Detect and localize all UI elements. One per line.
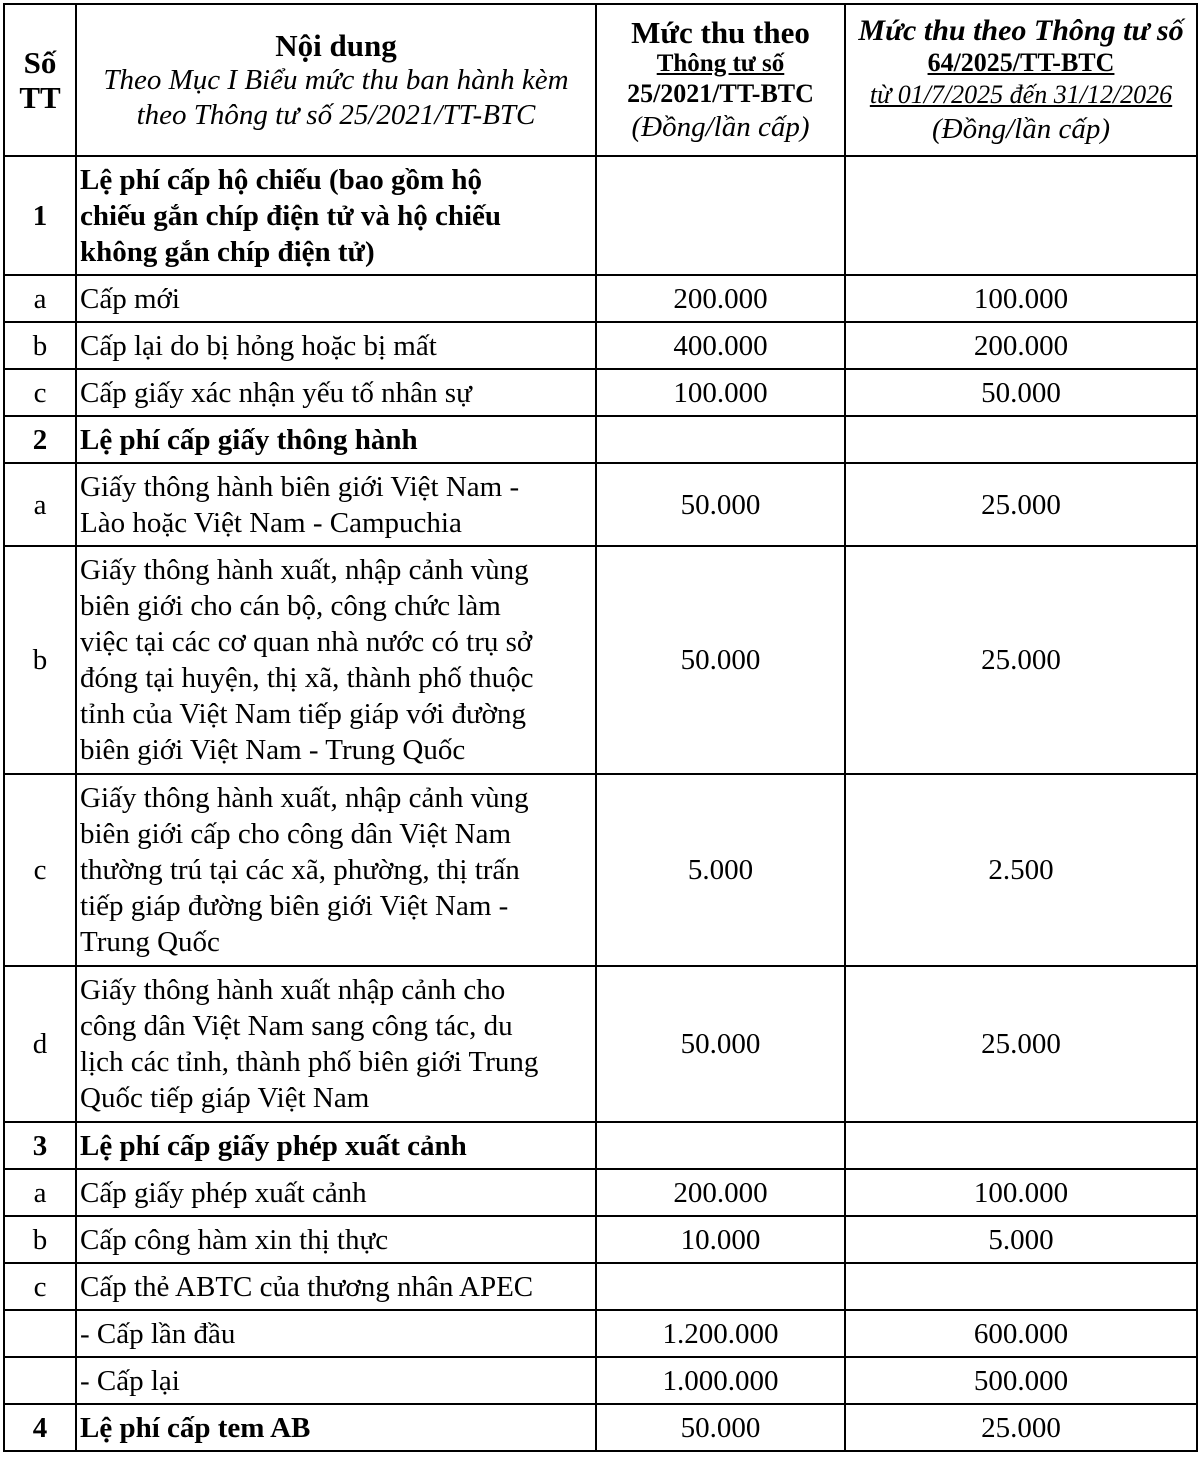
content-line: - Cấp lại	[80, 1364, 180, 1397]
old-rate-cell: 10.000	[596, 1216, 845, 1263]
row-number-cell: b	[4, 1216, 76, 1263]
content-line: biên giới Việt Nam - Trung Quốc	[80, 734, 466, 766]
content-cell	[76, 1310, 596, 1357]
content-cell	[76, 774, 596, 966]
header-stt-line-1: Số	[23, 45, 57, 80]
content-line: Cấp thẻ ABTC của thương nhân APEC	[80, 1270, 534, 1303]
new-rate-cell: 25.000	[845, 546, 1197, 774]
content-cell	[76, 275, 596, 322]
old-rate-cell	[596, 1263, 845, 1310]
old-rate-cell: 50.000	[596, 966, 845, 1122]
new-rate-cell: 2.500	[845, 774, 1197, 966]
content-line: chiếu gắn chíp điện tử và hộ chiếu	[80, 199, 502, 232]
table-row	[4, 774, 1197, 966]
content-line: không gắn chíp điện tử)	[80, 235, 375, 268]
header-content	[76, 4, 596, 156]
old-rate-cell: 1.000.000	[596, 1357, 845, 1404]
new-rate-cell: 100.000	[845, 1169, 1197, 1216]
content-line: Giấy thông hành xuất, nhập cảnh vùng	[80, 554, 529, 586]
row-number-cell: a	[4, 1169, 76, 1216]
row-number-cell: c	[4, 774, 76, 966]
row-number-cell: d	[4, 966, 76, 1122]
fee-table	[3, 3, 1198, 1452]
content-line: tiếp giáp đường biên giới Việt Nam -	[80, 890, 509, 922]
header-new-doc: 64/2025/TT-BTC	[927, 48, 1115, 77]
content-cell	[76, 416, 596, 463]
content-cell	[76, 1169, 596, 1216]
content-line: Cấp giấy xác nhận yếu tố nhân sự	[80, 376, 472, 409]
new-rate-cell	[845, 416, 1197, 463]
table-header-row	[4, 4, 1197, 156]
header-new-period: từ 01/7/2025 đến 31/12/2026	[869, 80, 1173, 109]
row-number-cell	[4, 1357, 76, 1404]
row-number-cell: a	[4, 463, 76, 546]
new-rate-cell: 50.000	[845, 369, 1197, 416]
fee-table-container	[3, 3, 1198, 1452]
header-new-unit: (Đồng/lần cấp)	[932, 113, 1110, 145]
content-line: Giấy thông hành xuất nhập cảnh cho	[80, 974, 506, 1006]
table-row	[4, 1216, 1197, 1263]
content-cell	[76, 546, 596, 774]
table-section-row	[4, 156, 1197, 275]
content-line: Giấy thông hành xuất, nhập cảnh vùng	[80, 782, 529, 814]
header-content-sub-1: Theo Mục I Biểu mức thu ban hành kèm	[103, 63, 569, 96]
table-row	[4, 275, 1197, 322]
row-number-cell: a	[4, 275, 76, 322]
table-section-row	[4, 1404, 1197, 1451]
table-row	[4, 322, 1197, 369]
content-line: việc tại các cơ quan nhà nước có trụ sở	[80, 626, 533, 658]
content-cell	[76, 463, 596, 546]
content-line: Lào hoặc Việt Nam - Campuchia	[80, 506, 462, 539]
content-line: Lệ phí cấp tem AB	[80, 1411, 311, 1444]
table-row	[4, 1357, 1197, 1404]
new-rate-cell: 500.000	[845, 1357, 1197, 1404]
new-rate-cell: 25.000	[845, 966, 1197, 1122]
content-line: Cấp lại do bị hỏng hoặc bị mất	[80, 329, 437, 362]
new-rate-cell: 25.000	[845, 1404, 1197, 1451]
table-row	[4, 546, 1197, 774]
header-new-rate	[845, 4, 1197, 156]
content-line: Giấy thông hành biên giới Việt Nam -	[80, 470, 520, 503]
old-rate-cell: 100.000	[596, 369, 845, 416]
row-number-cell: 1	[4, 156, 76, 275]
old-rate-cell	[596, 416, 845, 463]
content-line: Cấp mới	[80, 282, 180, 315]
header-new-title: Mức thu theo Thông tư số	[858, 14, 1184, 47]
old-rate-cell: 5.000	[596, 774, 845, 966]
content-cell	[76, 1216, 596, 1263]
table-row	[4, 1310, 1197, 1357]
content-line: thường trú tại các xã, phường, thị trấn	[80, 854, 520, 886]
row-number-cell: b	[4, 546, 76, 774]
row-number-cell: b	[4, 322, 76, 369]
header-old-doc-1: Thông tư số	[656, 50, 785, 77]
content-cell	[76, 369, 596, 416]
content-cell	[76, 322, 596, 369]
header-content-title: Nội dung	[275, 27, 397, 63]
content-line: - Cấp lần đầu	[80, 1317, 236, 1350]
table-section-row	[4, 416, 1197, 463]
table-row	[4, 1169, 1197, 1216]
content-line: Trung Quốc	[80, 926, 220, 958]
table-section-row	[4, 1122, 1197, 1169]
content-line: Lệ phí cấp giấy thông hành	[80, 423, 418, 456]
content-line: Lệ phí cấp giấy phép xuất cảnh	[80, 1129, 467, 1162]
old-rate-cell: 400.000	[596, 322, 845, 369]
header-stt	[4, 4, 76, 156]
table-row	[4, 369, 1197, 416]
row-number-cell	[4, 1310, 76, 1357]
old-rate-cell	[596, 1122, 845, 1169]
header-old-doc-2: 25/2021/TT-BTC	[627, 79, 814, 108]
table-body	[4, 156, 1197, 1451]
content-line: Cấp công hàm xin thị thực	[80, 1223, 389, 1256]
header-stt-line-2: TT	[19, 80, 61, 115]
table-row	[4, 1263, 1197, 1310]
old-rate-cell: 50.000	[596, 1404, 845, 1451]
content-cell	[76, 1404, 596, 1451]
new-rate-cell	[845, 1263, 1197, 1310]
table-row	[4, 463, 1197, 546]
content-cell	[76, 156, 596, 275]
new-rate-cell: 100.000	[845, 275, 1197, 322]
row-number-cell: 3	[4, 1122, 76, 1169]
content-cell	[76, 1357, 596, 1404]
content-line: Quốc tiếp giáp Việt Nam	[80, 1082, 370, 1114]
old-rate-cell: 200.000	[596, 1169, 845, 1216]
content-line: Lệ phí cấp hộ chiếu (bao gồm hộ	[80, 163, 483, 196]
header-old-rate	[596, 4, 845, 156]
old-rate-cell: 50.000	[596, 546, 845, 774]
old-rate-cell: 50.000	[596, 463, 845, 546]
old-rate-cell: 200.000	[596, 275, 845, 322]
content-line: tỉnh của Việt Nam tiếp giáp với đường	[80, 698, 527, 730]
row-number-cell: 4	[4, 1404, 76, 1451]
new-rate-cell: 5.000	[845, 1216, 1197, 1263]
new-rate-cell	[845, 156, 1197, 275]
row-number-cell: c	[4, 369, 76, 416]
content-line: biên giới cho cán bộ, công chức làm	[80, 590, 501, 622]
header-content-sub-2: theo Thông tư số 25/2021/TT-BTC	[136, 98, 536, 131]
header-old-unit: (Đồng/lần cấp)	[631, 111, 810, 143]
new-rate-cell	[845, 1122, 1197, 1169]
content-cell	[76, 1263, 596, 1310]
content-line: biên giới cấp cho công dân Việt Nam	[80, 818, 512, 850]
content-line: Cấp giấy phép xuất cảnh	[80, 1176, 367, 1209]
new-rate-cell: 600.000	[845, 1310, 1197, 1357]
content-cell	[76, 1122, 596, 1169]
row-number-cell: 2	[4, 416, 76, 463]
content-line: đóng tại huyện, thị xã, thành phố thuộc	[80, 662, 534, 694]
header-old-title: Mức thu theo	[631, 15, 810, 50]
new-rate-cell: 25.000	[845, 463, 1197, 546]
content-line: lịch các tỉnh, thành phố biên giới Trung	[80, 1046, 539, 1078]
new-rate-cell: 200.000	[845, 322, 1197, 369]
old-rate-cell	[596, 156, 845, 275]
row-number-cell: c	[4, 1263, 76, 1310]
content-line: công dân Việt Nam sang công tác, du	[80, 1010, 513, 1042]
old-rate-cell: 1.200.000	[596, 1310, 845, 1357]
content-cell	[76, 966, 596, 1122]
table-row	[4, 966, 1197, 1122]
